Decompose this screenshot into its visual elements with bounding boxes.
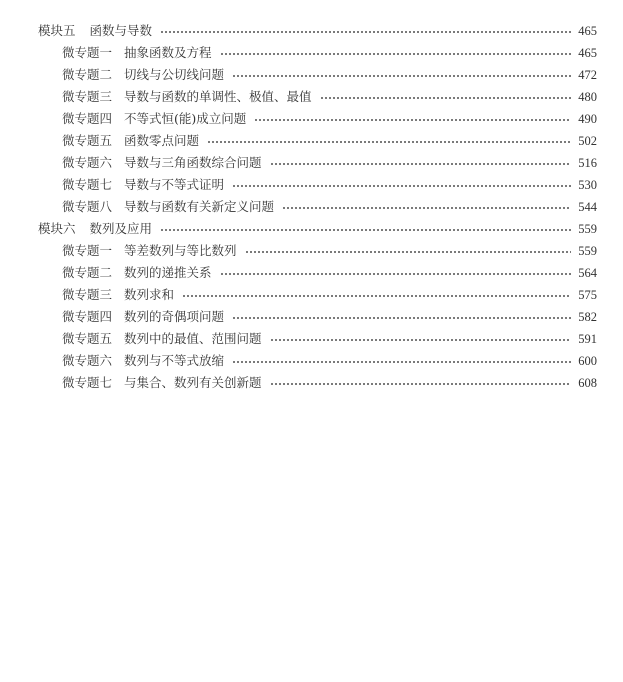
topic-label: 微专题七 xyxy=(62,375,113,390)
page-number: 465 xyxy=(578,24,597,38)
topic-title: 数列与不等式放缩 xyxy=(124,353,225,368)
topic-title: 数列中的最值、范围问题 xyxy=(124,331,262,346)
dot-leader xyxy=(320,97,571,99)
toc-entry-topic[interactable] xyxy=(62,174,597,196)
page-number: 472 xyxy=(578,68,597,82)
toc-entry-topic[interactable] xyxy=(62,372,597,394)
topic-title: 导数与函数有关新定义问题 xyxy=(124,199,275,214)
topic-label: 微专题六 xyxy=(62,155,113,170)
topic-title: 不等式恒(能)成立问题 xyxy=(124,111,247,126)
topic-label: 微专题三 xyxy=(62,89,113,104)
page-number: 559 xyxy=(578,222,597,236)
toc-entry-topic[interactable] xyxy=(62,64,597,86)
toc-entry-topic[interactable] xyxy=(62,262,597,284)
topic-title: 数列的奇偶项问题 xyxy=(124,309,225,324)
toc-entry-module[interactable] xyxy=(38,20,597,42)
module-label: 模块六 xyxy=(38,221,76,236)
dot-leader xyxy=(160,229,571,231)
toc-entry-topic[interactable] xyxy=(62,42,597,64)
dot-leader xyxy=(270,383,571,385)
topic-label: 微专题五 xyxy=(62,133,113,148)
page-number: 582 xyxy=(578,310,597,324)
toc-entry-topic[interactable] xyxy=(62,152,597,174)
dot-leader xyxy=(254,119,571,121)
page-number: 502 xyxy=(578,134,597,148)
topic-label: 微专题三 xyxy=(62,287,113,302)
dot-leader xyxy=(232,185,571,187)
dot-leader xyxy=(245,251,571,253)
topic-label: 微专题七 xyxy=(62,177,113,192)
toc-entry-topic[interactable] xyxy=(62,328,597,350)
topic-title: 数列求和 xyxy=(124,287,175,302)
dot-leader xyxy=(270,163,571,165)
page-number: 490 xyxy=(578,112,597,126)
topic-label: 微专题五 xyxy=(62,331,113,346)
topic-label: 微专题六 xyxy=(62,353,113,368)
page-number: 591 xyxy=(578,332,597,346)
page-number: 544 xyxy=(578,200,597,214)
dot-leader xyxy=(232,361,571,363)
page-number: 480 xyxy=(578,90,597,104)
topic-title: 导数与函数的单调性、极值、最值 xyxy=(124,89,312,104)
dot-leader xyxy=(220,53,571,55)
toc-entry-topic[interactable] xyxy=(62,196,597,218)
topic-label: 微专题二 xyxy=(62,265,113,280)
dot-leader xyxy=(282,207,571,209)
page-number: 608 xyxy=(578,376,597,390)
page-number: 575 xyxy=(578,288,597,302)
topic-title: 函数零点问题 xyxy=(124,133,200,148)
page-number: 465 xyxy=(578,46,597,60)
topic-label: 微专题二 xyxy=(62,67,113,82)
topic-title: 抽象函数及方程 xyxy=(124,45,212,60)
page-number: 559 xyxy=(578,244,597,258)
topic-title: 数列的递推关系 xyxy=(124,265,212,280)
toc-entry-topic[interactable] xyxy=(62,240,597,262)
topic-title: 与集合、数列有关创新题 xyxy=(124,375,262,390)
toc-entry-topic[interactable] xyxy=(62,350,597,372)
toc-entry-topic[interactable] xyxy=(62,108,597,130)
dot-leader xyxy=(182,295,571,297)
dot-leader xyxy=(220,273,571,275)
dot-leader xyxy=(270,339,571,341)
module-label: 模块五 xyxy=(38,23,76,38)
topic-label: 微专题四 xyxy=(62,309,113,324)
toc-entry-topic[interactable] xyxy=(62,86,597,108)
page-number: 600 xyxy=(578,354,597,368)
dot-leader xyxy=(232,317,571,319)
page-number: 564 xyxy=(578,266,597,280)
topic-label: 微专题四 xyxy=(62,111,113,126)
page-number: 516 xyxy=(578,156,597,170)
toc-entry-topic[interactable] xyxy=(62,130,597,152)
dot-leader xyxy=(232,75,571,77)
topic-title: 切线与公切线问题 xyxy=(124,67,225,82)
topic-title: 等差数列与等比数列 xyxy=(124,243,237,258)
module-title: 函数与导数 xyxy=(89,23,153,38)
topic-label: 微专题一 xyxy=(62,45,113,60)
topic-title: 导数与三角函数综合问题 xyxy=(124,155,262,170)
toc-entry-topic[interactable] xyxy=(62,306,597,328)
topic-label: 微专题八 xyxy=(62,199,113,214)
topic-title: 导数与不等式证明 xyxy=(124,177,225,192)
dot-leader xyxy=(207,141,571,143)
toc-entry-module[interactable] xyxy=(38,218,597,240)
module-title: 数列及应用 xyxy=(89,221,153,236)
page-number: 530 xyxy=(578,178,597,192)
topic-label: 微专题一 xyxy=(62,243,113,258)
dot-leader xyxy=(160,31,571,33)
toc-entry-topic[interactable] xyxy=(62,284,597,306)
